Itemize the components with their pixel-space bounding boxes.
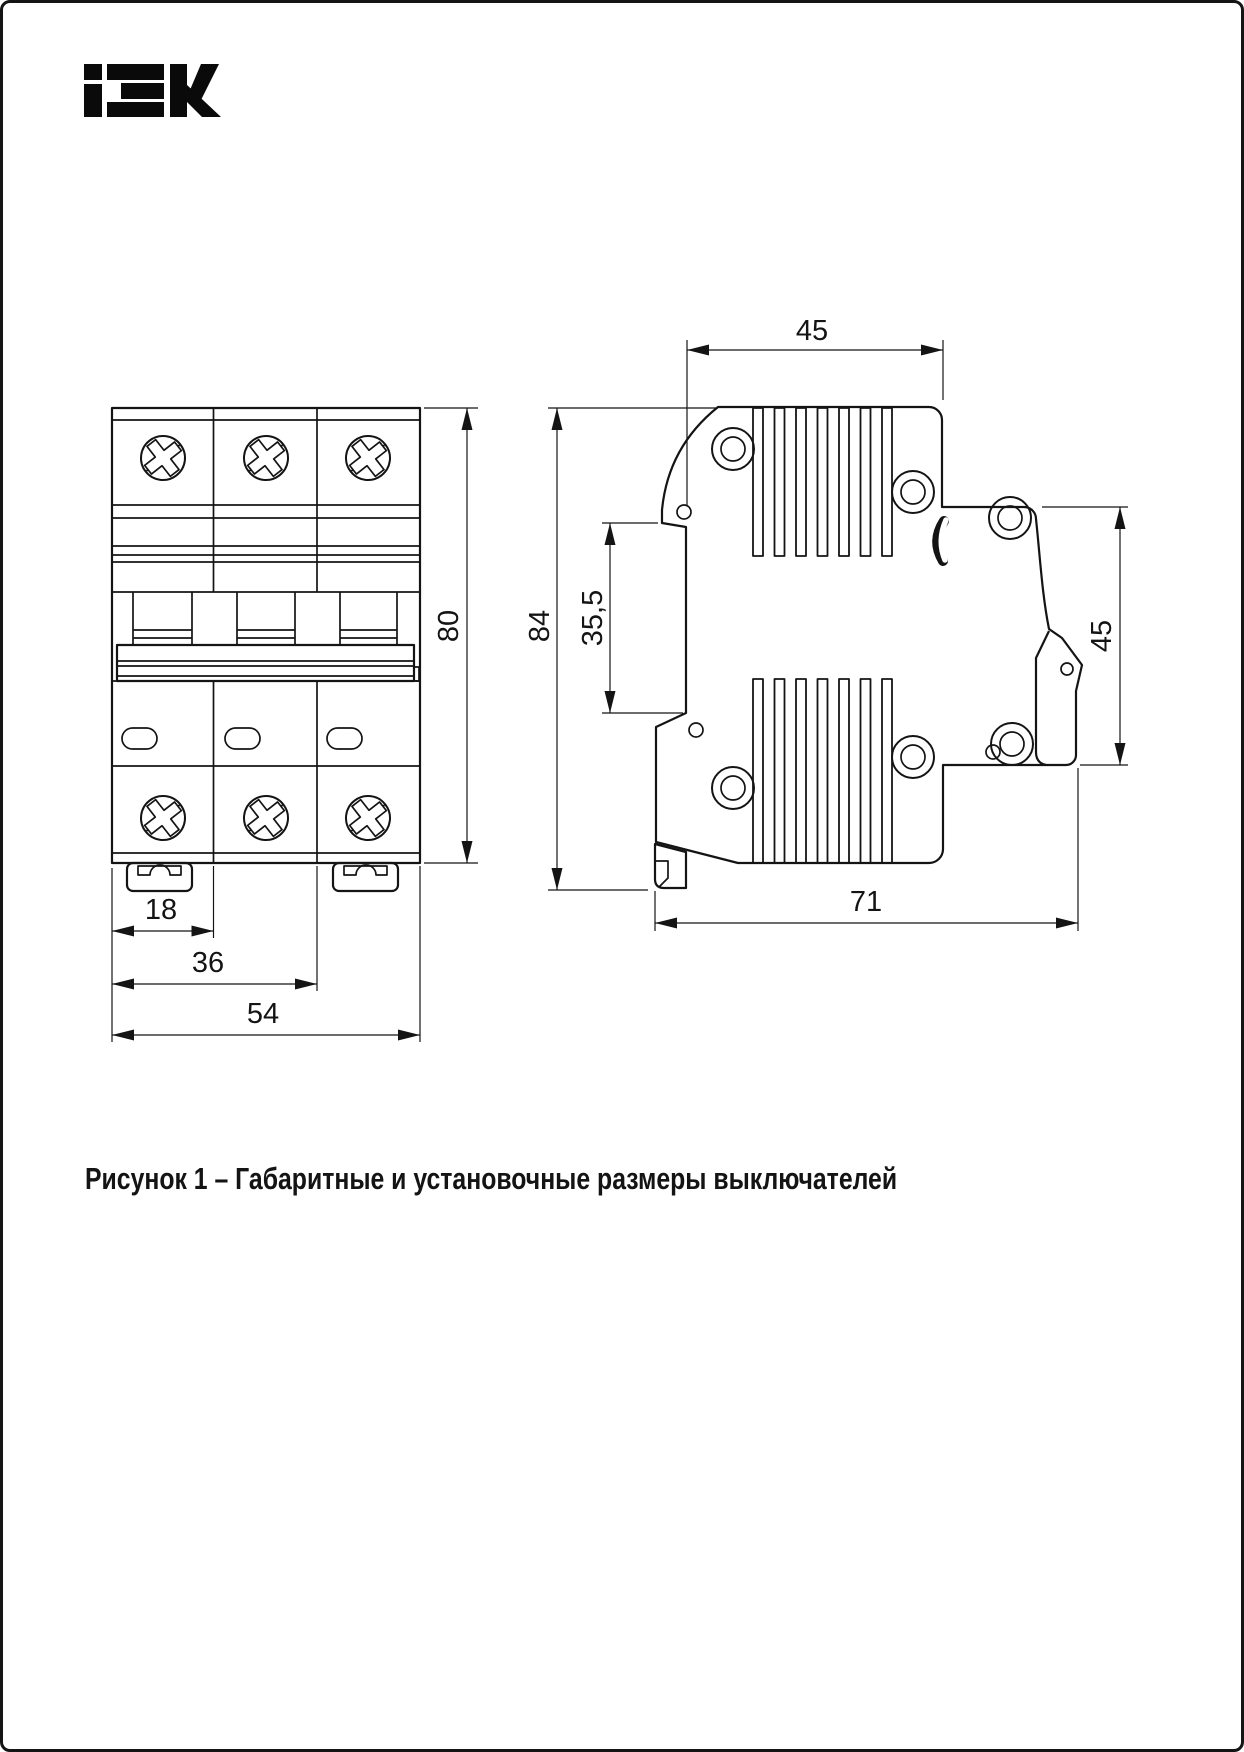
rivet-icon (712, 767, 754, 809)
din-clip-detail (138, 865, 181, 875)
arrow-up-icon (462, 408, 473, 430)
front-extension-lines (112, 408, 478, 1042)
front-pole-dividers (214, 408, 318, 863)
front-body-outline (112, 408, 420, 863)
rivet-icon (892, 471, 934, 513)
dim-front-height (433, 408, 473, 863)
dim-overall-height-label: 84 (524, 609, 556, 643)
toggle-lever (340, 592, 397, 645)
rivet-icon (892, 736, 934, 778)
toggle-lever (237, 592, 295, 645)
front-din-clips (127, 863, 398, 891)
dim-front-width (112, 998, 420, 1041)
dim-pole-width (112, 894, 214, 937)
front-window-slots (122, 728, 362, 749)
dim-mount-height-label: 45 (1086, 619, 1118, 653)
window-slot (225, 728, 260, 749)
din-clip (127, 863, 192, 891)
screw-icon (337, 427, 399, 489)
side-curved-slot (937, 520, 946, 561)
window-slot (122, 728, 157, 749)
side-vent-slots-top (753, 408, 892, 556)
front-toggle-levers (133, 592, 397, 645)
arrow-left-icon (112, 979, 134, 990)
toggle-lever (133, 592, 192, 645)
arrow-right-icon (1056, 918, 1078, 929)
arrow-right-icon (295, 979, 317, 990)
rivet-icon (712, 428, 754, 470)
dim-body-depth (687, 315, 943, 356)
arrow-left-icon (112, 926, 134, 937)
dim-recess-height-label: 35,5 (577, 589, 609, 647)
arrow-left-icon (655, 918, 677, 929)
dim-overall-height (524, 408, 563, 890)
dim-overall-depth-label: 71 (849, 886, 883, 918)
arrow-right-icon (192, 926, 214, 937)
arrow-down-icon (1115, 743, 1126, 765)
side-release-tab-edge (1036, 631, 1049, 765)
dim-overall-depth (655, 886, 1078, 929)
arrow-up-icon (605, 523, 616, 545)
dim-body-depth-label: 45 (795, 315, 829, 347)
arrow-right-icon (398, 1030, 420, 1041)
arrow-down-icon (605, 691, 616, 713)
figure-caption: Рисунок 1 – Габаритные и установочные размеры выключателей (85, 1161, 898, 1196)
din-clip (333, 863, 398, 891)
window-slot (327, 728, 362, 749)
pin-hole (689, 723, 703, 737)
side-din-clip-detail (655, 861, 668, 887)
arrow-down-icon (552, 868, 563, 890)
side-view (655, 407, 1082, 888)
dim-two-pole-width (112, 947, 317, 990)
side-rivet-bosses (712, 428, 1033, 809)
arrow-right-icon (921, 345, 943, 356)
dim-front-height-label: 80 (433, 609, 465, 643)
front-handle-bar (117, 645, 419, 681)
side-vent-slots-bottom (753, 679, 892, 863)
side-din-clip (655, 844, 686, 888)
din-clip-detail (344, 865, 387, 875)
rivet-icon (989, 497, 1031, 539)
front-top-screws (132, 427, 399, 489)
arrow-left-icon (112, 1030, 134, 1041)
dim-mount-height (1086, 507, 1126, 765)
side-body-outline (656, 407, 1082, 863)
dim-recess-height (577, 523, 616, 713)
screw-icon (235, 787, 297, 849)
dim-two-pole-width-label: 36 (191, 947, 225, 979)
arrow-down-icon (462, 841, 473, 863)
screw-icon (235, 427, 297, 489)
arrow-up-icon (1115, 507, 1126, 529)
front-bottom-screws (132, 787, 399, 849)
release-tab-hole (1061, 663, 1073, 675)
side-extension-lines (548, 340, 1128, 931)
dim-pole-width-label: 18 (144, 894, 178, 926)
rivet-icon (991, 723, 1033, 765)
pin-hole (677, 505, 691, 519)
front-view (112, 408, 420, 891)
screw-icon (337, 787, 399, 849)
screw-icon (132, 787, 194, 849)
arrow-up-icon (552, 408, 563, 430)
dim-front-width-label: 54 (246, 998, 280, 1030)
arrow-left-icon (687, 345, 709, 356)
front-face-lines (112, 420, 420, 853)
screw-icon (132, 427, 194, 489)
